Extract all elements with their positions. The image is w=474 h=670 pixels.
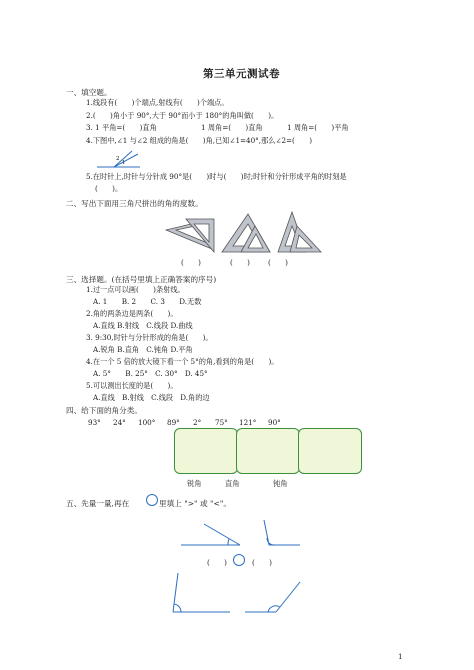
compare-circle-icon[interactable]	[233, 554, 245, 566]
q3-1-options: A. 1 B. 2 C. 3 D.无数	[93, 297, 202, 306]
right-label: 直角	[225, 479, 240, 488]
angle-value: 121°	[239, 418, 257, 427]
section1-heading: 一、填空题。	[66, 88, 112, 97]
q3-2-options: A.直线 B.射线 C.线段 D.曲线	[93, 321, 193, 330]
q1-5b: ( )。	[95, 184, 123, 193]
section4-heading: 四、给下面的角分类。	[66, 406, 142, 415]
section2-blank-3: ( )	[268, 258, 288, 267]
angle-2-label: 2	[116, 156, 120, 162]
section3-heading: 三、选择题。(在括号里填上正确答案的序号)	[66, 275, 217, 284]
q1-3a: 3. 1 平角=( )直角	[86, 123, 157, 132]
angle-value: 75°	[215, 418, 228, 427]
obtuse-label: 钝角	[273, 479, 288, 488]
q3-4-options: A. 5° B. 25° C. 30° D. 45°	[93, 369, 208, 378]
q1-2: 2.( )角小于 90°,大于 90°而小于 180°的角叫做( )。	[86, 111, 279, 120]
q3-5: 5.可以测出长度的是( )。	[86, 381, 178, 390]
page-number: 1	[398, 652, 403, 661]
q1-3b: 1 周角=( )直角	[201, 123, 263, 132]
angle-value: 90°	[268, 418, 281, 427]
q1-4: 4.下图中,∠1 与∠2 组成的角是( )角,已知∠1=40°,那么∠2=( )	[86, 136, 313, 145]
page-title: 第三单元测试卷	[203, 68, 280, 80]
q3-3-options: A.锐角 B.直角 C.钝角 D.平角	[93, 345, 193, 354]
section2-heading: 二、写出下面用三角尺拼出的角的度数。	[66, 199, 203, 208]
angle-1-label: 1	[122, 160, 126, 166]
q1-5: 5.在时针上,时针与分针成 90°是( )时与( )时;时针和分针形成平角的时刻是	[86, 172, 347, 181]
section2-blank-1: ( )	[181, 258, 201, 267]
q1-3c: 1 周角=( )平角	[287, 123, 349, 132]
section5-blank-left: ( )	[207, 558, 227, 567]
q3-5-options: A.直线 B.射线 C.线段 D.角的边	[93, 393, 210, 402]
angle-value: 93°	[88, 418, 101, 427]
angle-value: 100°	[138, 418, 156, 427]
angle-value: 2°	[193, 418, 202, 427]
q3-2: 2.角的两条边是两条( )。	[86, 309, 178, 318]
section5-heading-b: 里填上 ">" 或 "<"。	[159, 499, 231, 508]
q3-3: 3. 9:30,时针与分针形成的角是( )。	[86, 333, 213, 342]
q1-1: 1.线段有( )个端点,射线有( )个端点。	[86, 98, 229, 107]
section5-heading-a: 五、先量一量,再在	[66, 499, 130, 508]
q3-4: 4.在一个 5 倍的放大镜下看一个 5°的角,看到的角是( )。	[86, 357, 279, 366]
angle-value: 89°	[167, 418, 180, 427]
acute-label: 锐角	[187, 479, 202, 488]
section2-blank-2: ( )	[230, 258, 250, 267]
section5-blank-right: ( )	[252, 558, 272, 567]
angle-value: 24°	[113, 418, 126, 427]
q3-1: 1.过一点可以画( )条射线。	[86, 285, 185, 294]
